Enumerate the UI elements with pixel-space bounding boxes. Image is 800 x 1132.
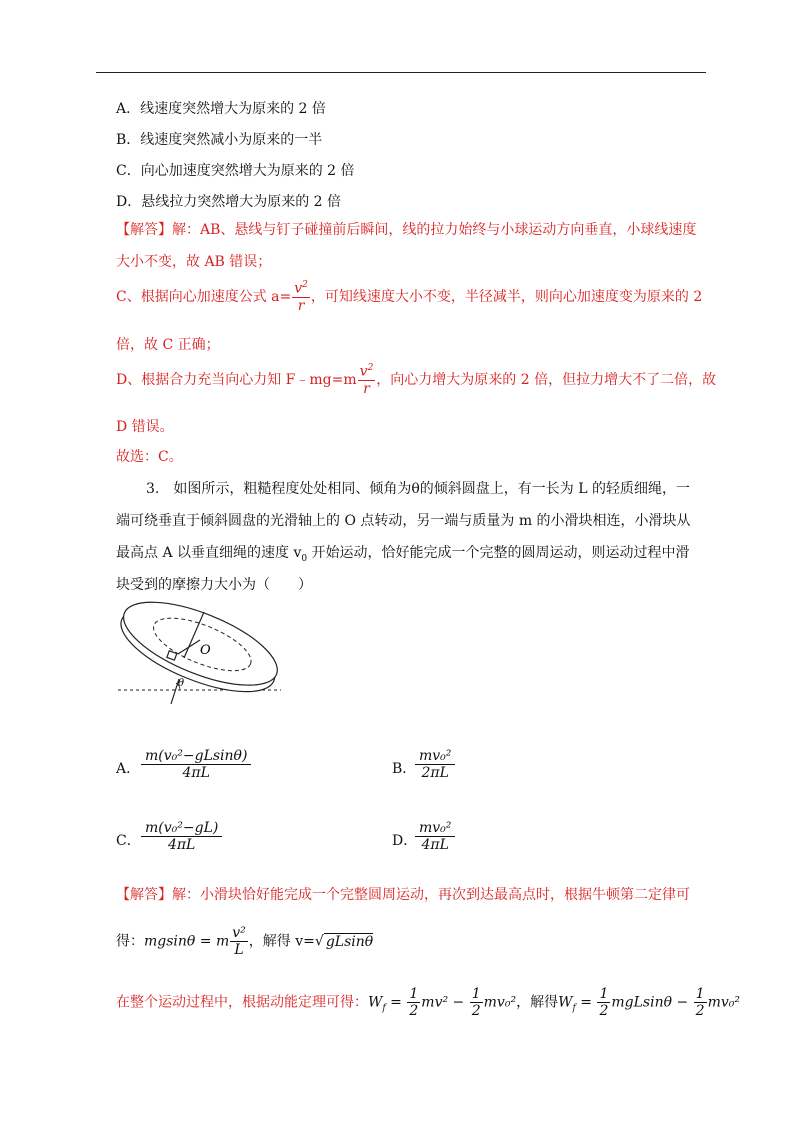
- answer-prev-line1: 【解答】解：AB、悬线与钉子碰撞前后瞬间，线的拉力始终与小球运动方向垂直，小球线速度: [116, 222, 697, 238]
- option-d-prev: D．悬线拉力突然增大为原来的 2 倍: [116, 194, 342, 210]
- answer-prev-d: D、根据合力充当向心力知 F﹣mg=m $\frac{v^2}{r}$ ，向心力增大为原来的 2 倍，但拉力增大不了二倍，故: [116, 363, 717, 397]
- center-label: O: [200, 643, 211, 658]
- option-b-prev: B．线速度突然减小为原来的一半: [116, 132, 323, 148]
- speed-fraction: $\frac{\text{v²}}{L}$: [232, 925, 246, 959]
- answer-prev-select: 故选：C。: [116, 449, 183, 465]
- answer3-line2: 得：mgsinθ = m $\frac{\text{v²}}{L}$ ，解得 v=√ gLsinθ: [116, 925, 374, 959]
- answer-prev-c-line2: 倍，故 C 正确；: [116, 337, 220, 353]
- option-c-prev: C．向心加速度突然增大为原来的 2 倍: [116, 163, 355, 179]
- answer3-line3: 在整个运动过程中，根据动能定理可得：$W_f$ = $\frac{1}{2}$ mv² − $\frac{1}{2}$ mv₀²，解得$W_f$ = $\frac{1}{2}$ mgLsinθ − $\frac{1}{2}$ mv₀²: [116, 986, 740, 1020]
- tilted-disk-diagram: [116, 600, 286, 710]
- q3-line2: 端可绕垂直于倾斜圆盘的光滑轴上的 O 点转动，另一端与质量为 m 的小滑块相连，小滑块从: [116, 513, 691, 529]
- q3-line3: 最高点 A 以垂直细绳的速度 $v_0$ 开始运动，恰好能完成一个完整的圆周运动，则运动过程中滑: [116, 545, 690, 564]
- answer-prev-line2: 大小不变，故 AB 错误；: [116, 254, 272, 270]
- answer3-line1: 【解答】解：小滑块恰好能完成一个完整圆周运动，再次到达最高点时，根据牛顿第二定律可: [116, 887, 690, 903]
- q3-line1: 3. 如图所示，粗糙程度处处相同、倾角为θ的倾斜圆盘上，有一长为 L 的轻质细绳，一: [146, 481, 690, 497]
- q3-line4: 块受到的摩擦力大小为（ ）: [116, 577, 312, 593]
- header-rule: [96, 72, 706, 73]
- option-a-prev: A．线速度突然增大为原来的 2 倍: [116, 101, 326, 117]
- force-fraction: $\frac{v^2}{r}$: [359, 363, 374, 397]
- answer-prev-c: C、根据向心加速度公式 a= $\frac{v^2}{r}$ ，可知线速度大小不变，半径减半，则向心加速度变为原来的 2: [116, 280, 703, 314]
- accel-fraction: $\frac{v^2}{r}$: [294, 280, 308, 314]
- answer-tag: 【解答】: [116, 222, 172, 238]
- angle-label: θ: [178, 678, 185, 689]
- answer-prev-d-line2: D 错误。: [116, 419, 174, 435]
